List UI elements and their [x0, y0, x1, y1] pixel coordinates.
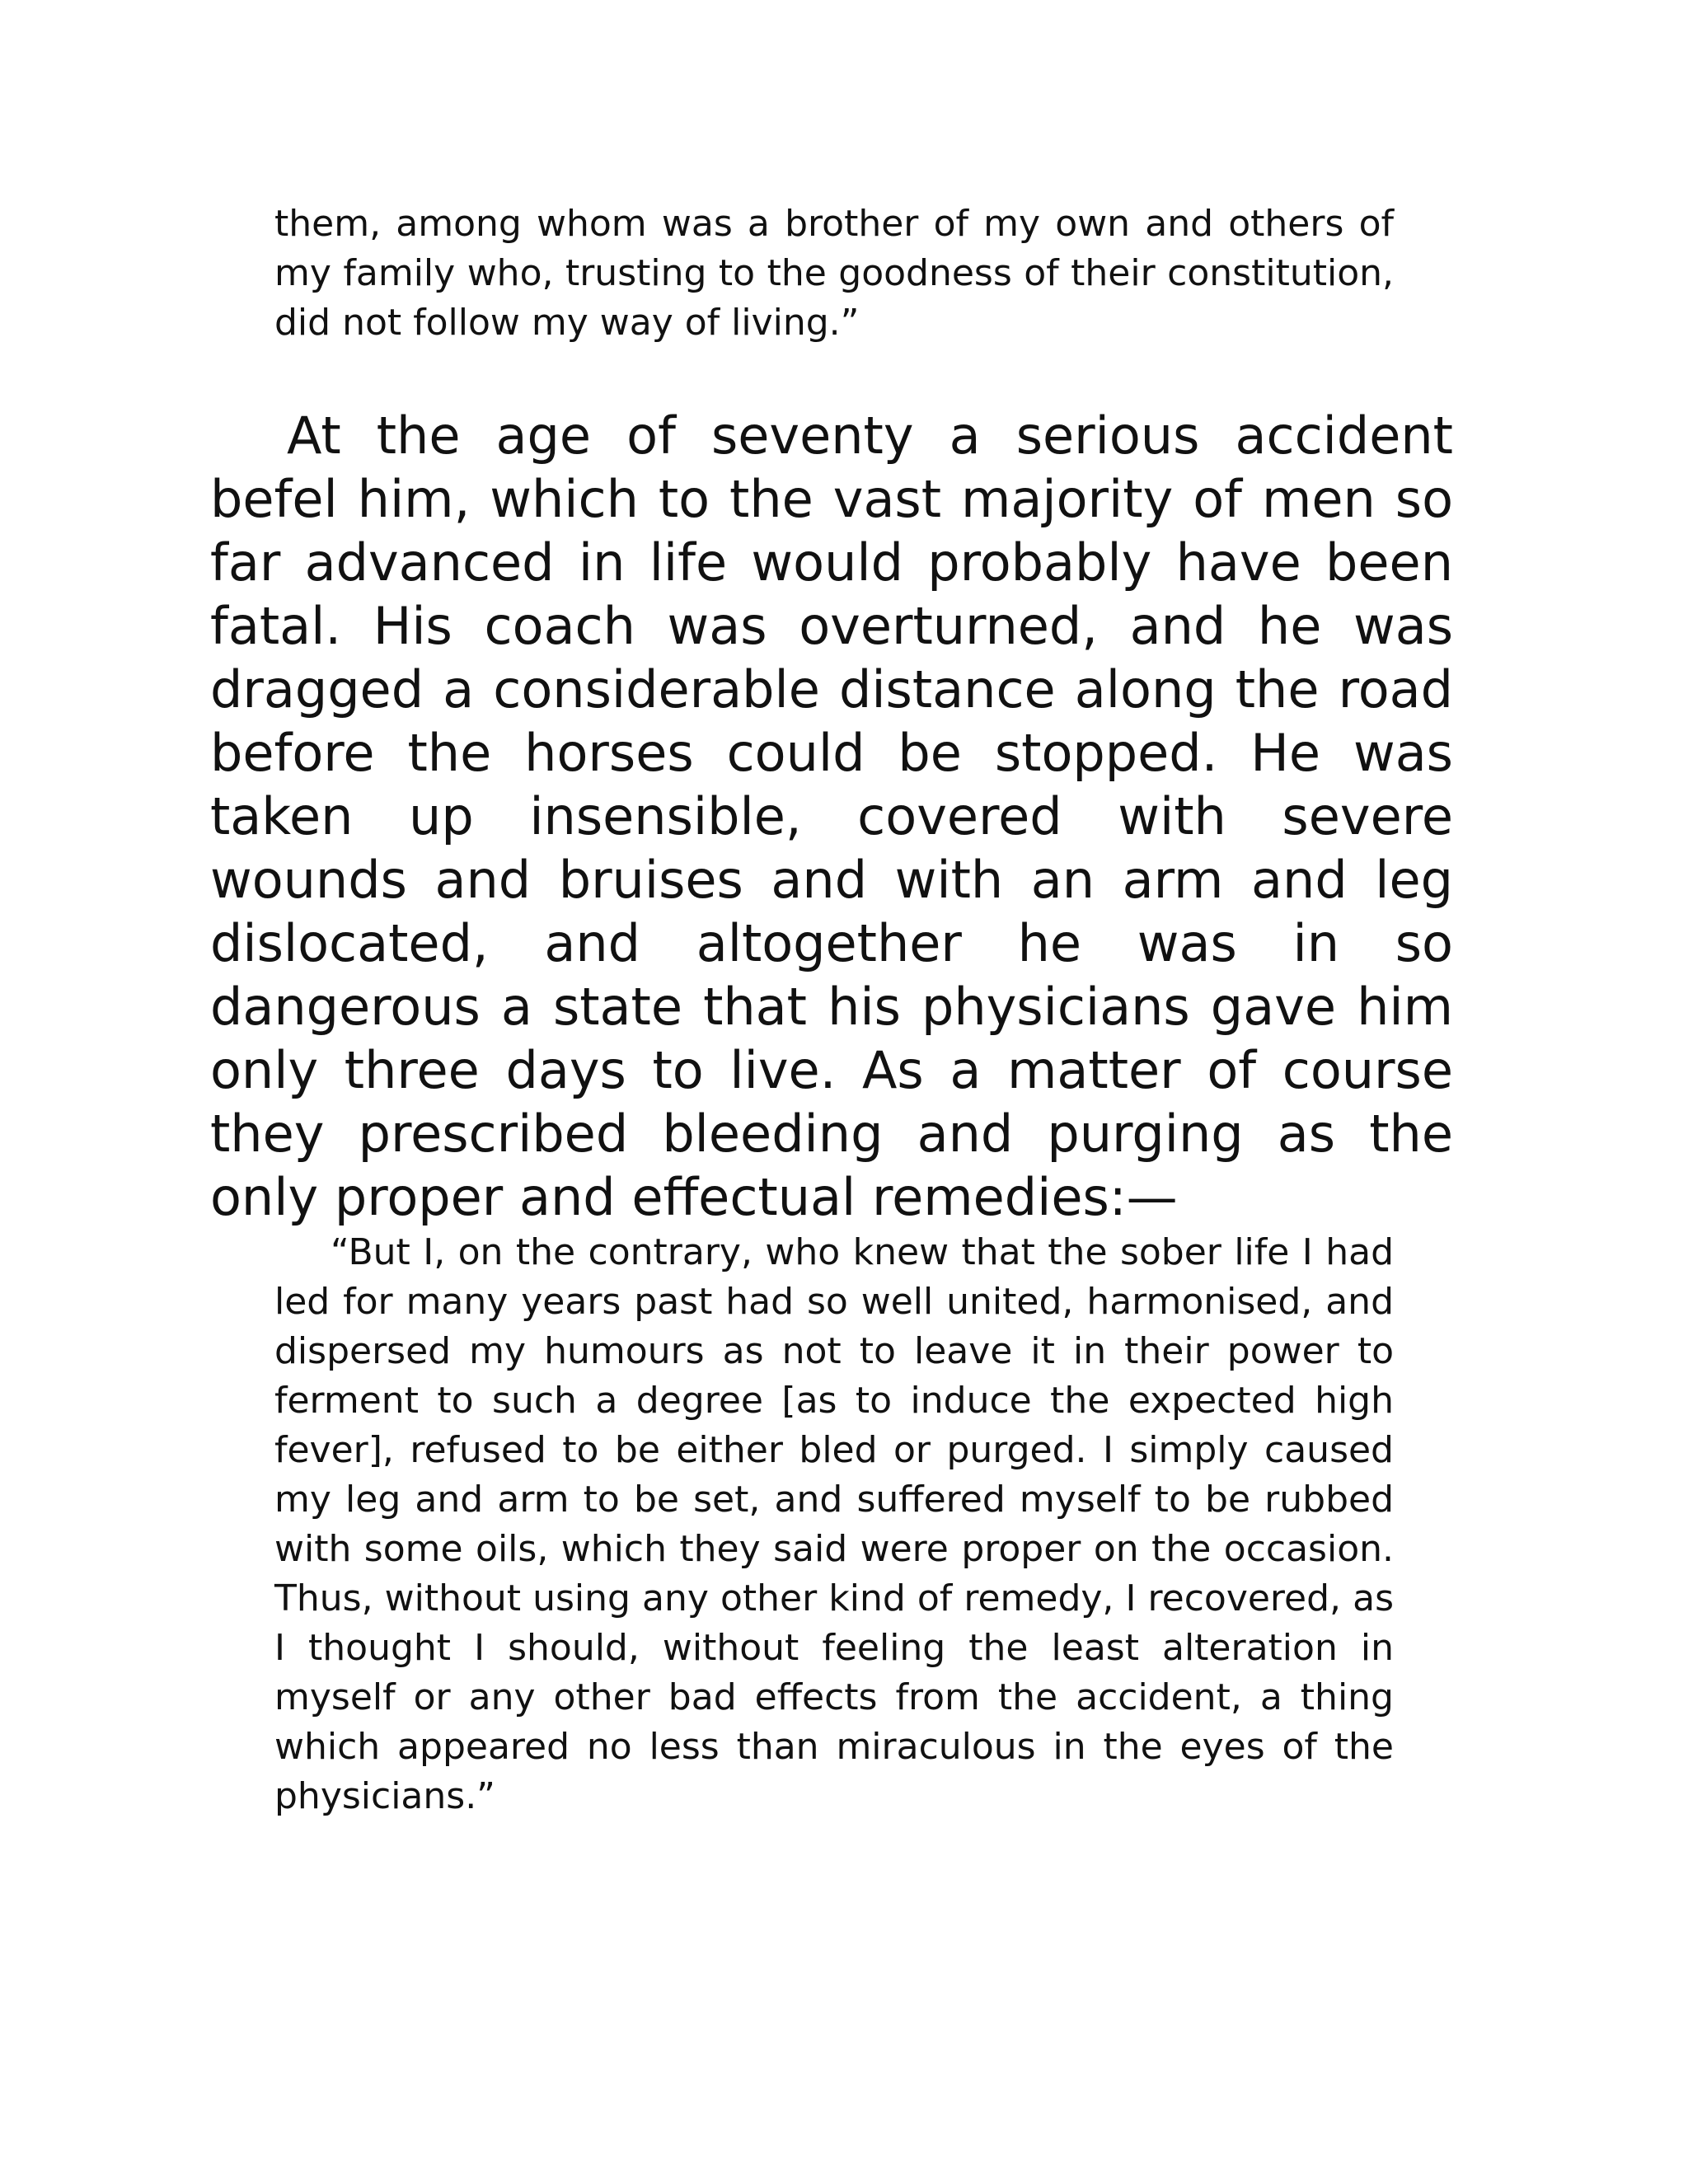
- body-paragraph: At the age of seventy a serious accident befel him, which to the vast majority of men so far advanced in life would probably have been fatal. His coach was overturned, and he was dragged a considerable distance along the road before the horses could be stopped. He was taken up insensible, covered with severe wounds and bruises and with an arm and leg dislocated, and altogether he was in so dangerous a state that his physicians gave him only three days to live. As a matter of course they prescribed bleeding and purging as the only proper and effectual remedies:—: [210, 405, 1453, 1227]
- block-quote-continued: them, among whom was a brother of my own and others of my family who, trusting to the goodness of their constitution, did not follow my way of living.”: [274, 203, 1394, 344]
- block-quote: “But I, on the contrary, who knew that the sober life I had led for many years past had so well united, harmonised, and dispersed my humours as not to leave it in their power to ferment to such a degree [as to induce the expected high fever], refused to be either bled or purged. I simply caused my leg and arm to be set, and suffered myself to be rubbed with some oils, which they said were proper on the occasion. Thus, without using any other kind of remedy, I recovered, as I thought I should, without feeling the least alteration in myself or any other bad effects from the accident, a thing which appeared no less than miraculous in the eyes of the physicians.”: [274, 1231, 1394, 1817]
